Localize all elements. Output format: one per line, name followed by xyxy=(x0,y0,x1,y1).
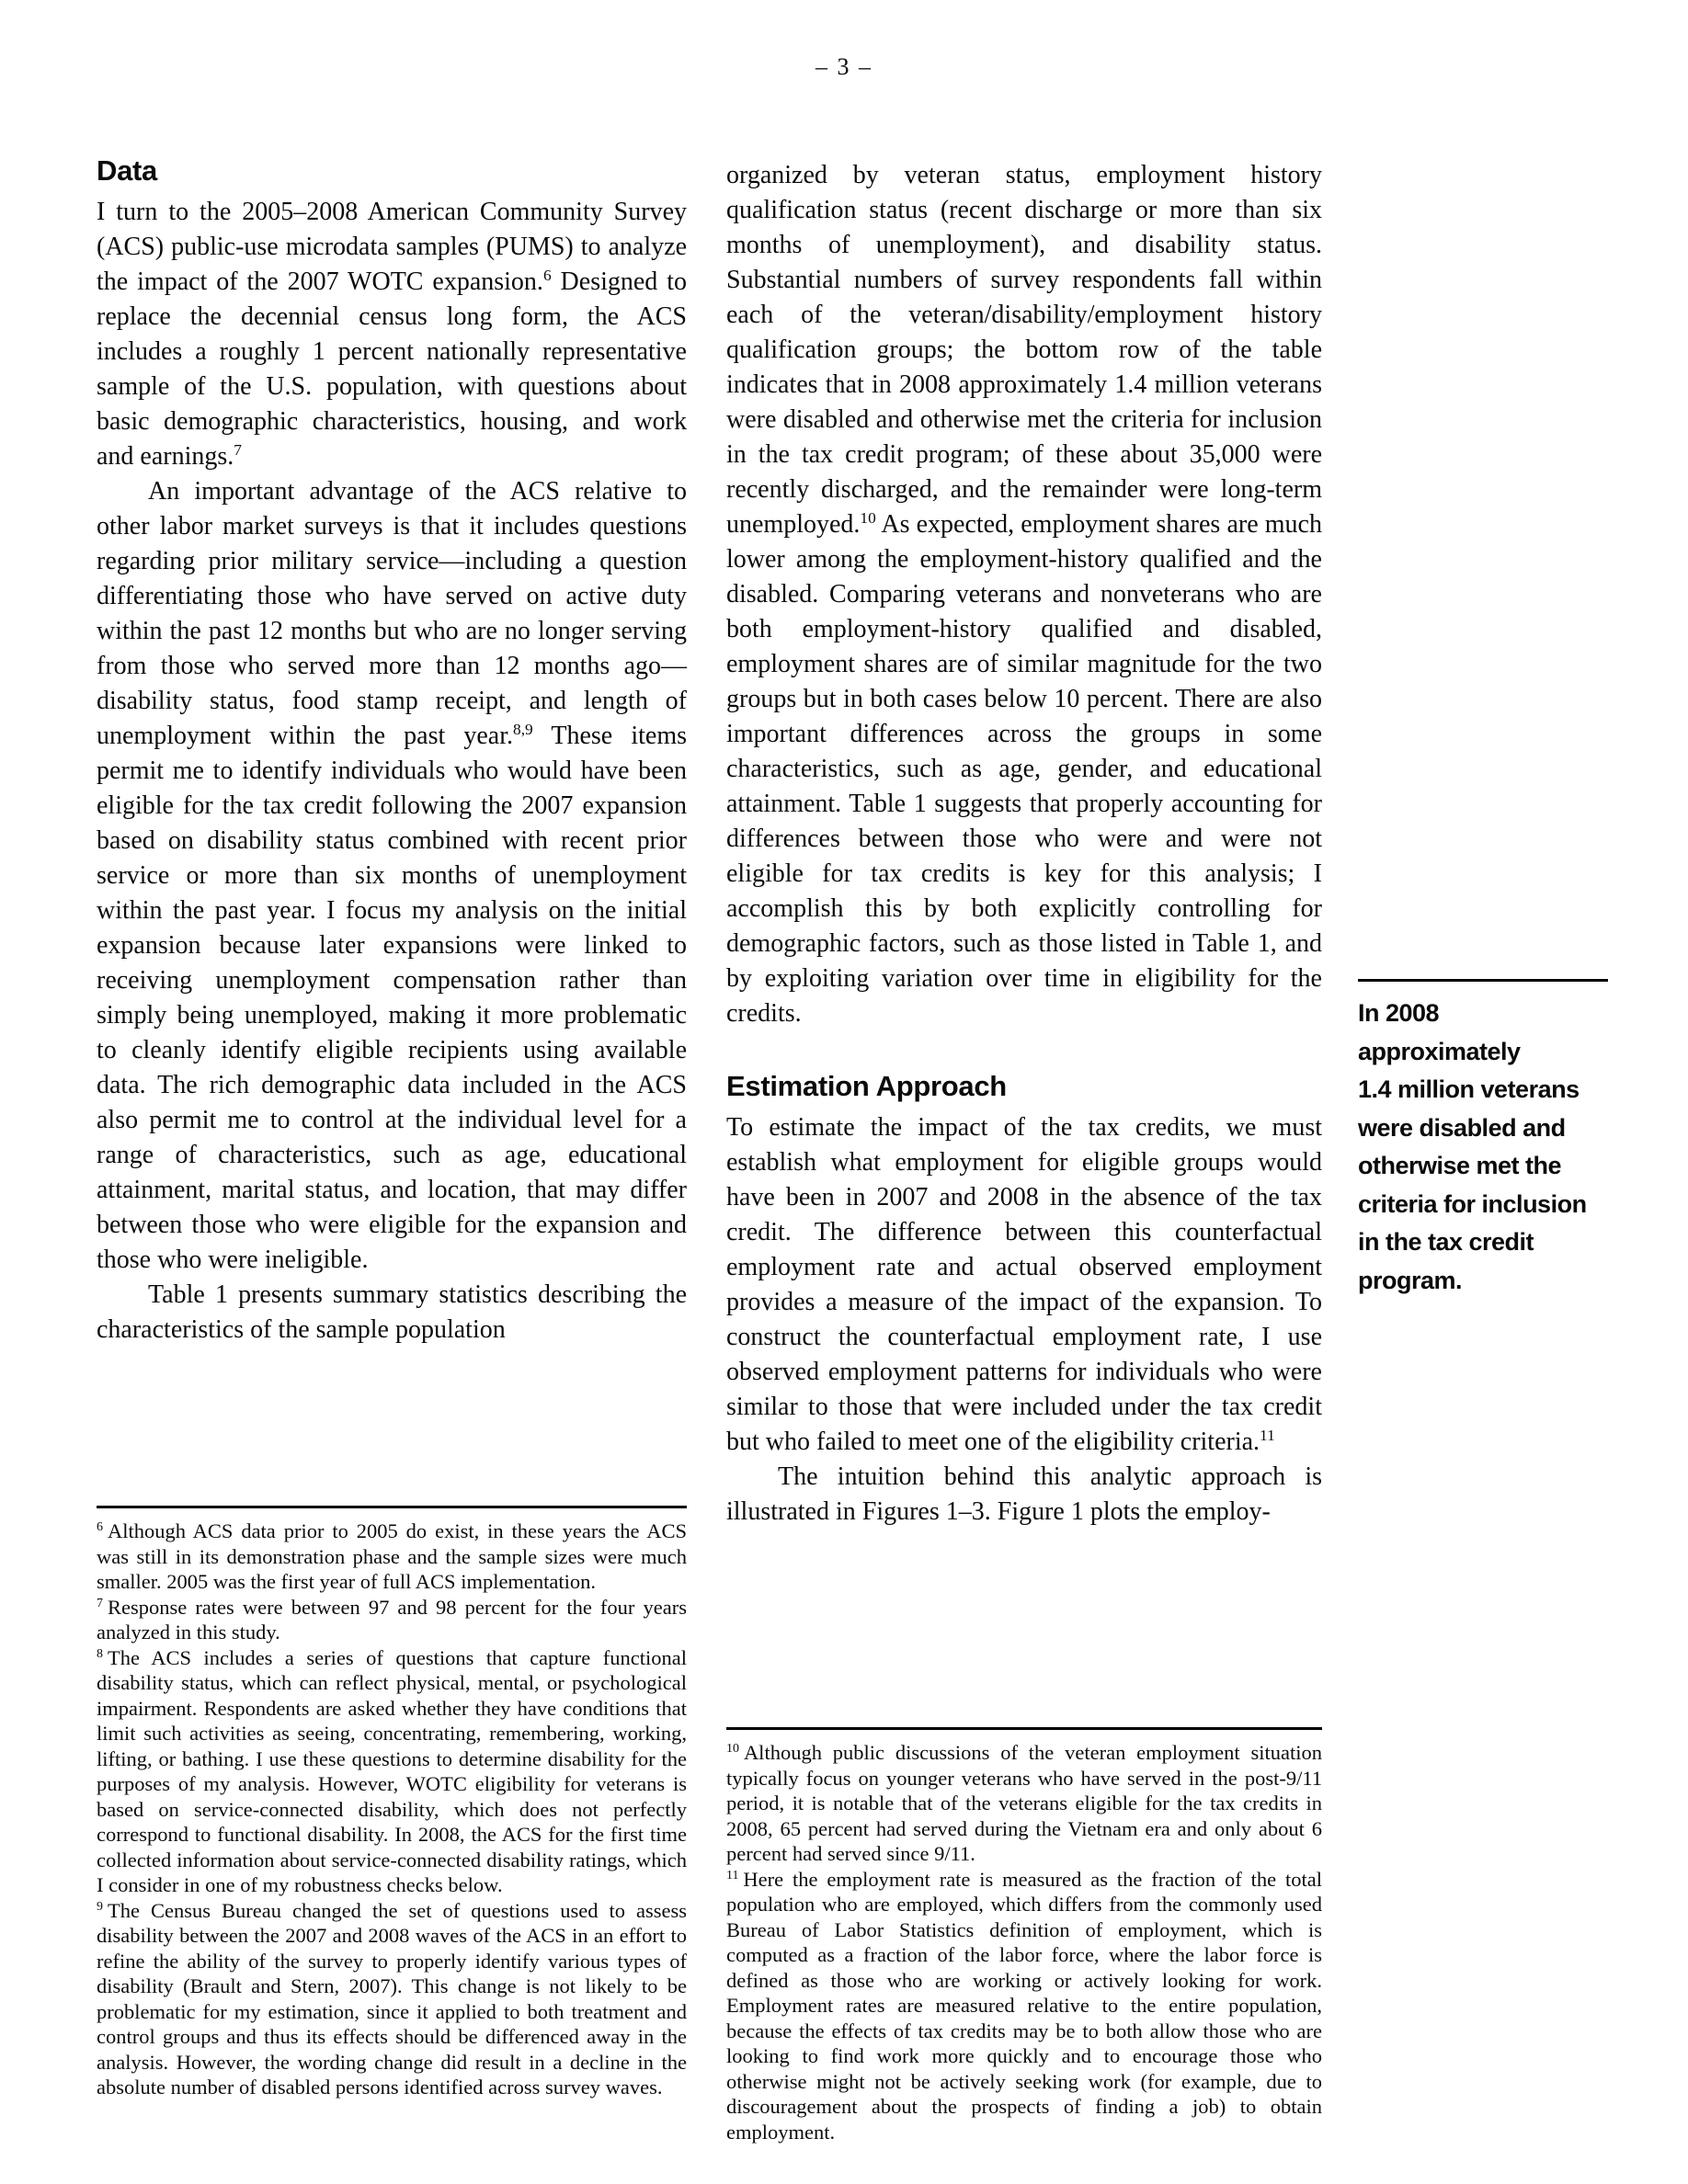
footnote-ref-10: 10 xyxy=(860,509,876,528)
footnote-text: Although public discussions of the veteran employment situation typically focus on younger veterans who have served in the post-9/11 period, it is notable that of the veterans eligible for the tax credits in 2008, 65 percent had served during the Vietnam era and only about 6 percent had served since 9/11. xyxy=(726,1741,1322,1865)
page-number: – 3 – xyxy=(815,53,873,80)
footnote-marker: 9 xyxy=(97,1899,103,1914)
section-heading-data: Data xyxy=(97,154,157,187)
right-column xyxy=(726,158,1322,1530)
left-column xyxy=(97,154,687,1348)
pull-quote-line: otherwise met the xyxy=(1358,1152,1562,1179)
footnote-marker: 8 xyxy=(97,1646,103,1661)
footnote-10 xyxy=(726,1740,1322,1867)
pull-quote-rule xyxy=(1358,979,1608,982)
footnote-marker: 6 xyxy=(97,1520,103,1535)
footnote-ref-8-9: 8,9 xyxy=(513,721,533,739)
footnote-marker: 7 xyxy=(97,1596,103,1610)
pull-quote-line: 1.4 million veterans xyxy=(1358,1075,1580,1103)
footnote-9 xyxy=(97,1898,687,2100)
paragraph-estimation-2: The intuition behind this analytic approach is illustrated in Figures 1–3. Figure 1 plots the employ- xyxy=(726,1462,1322,1526)
paragraph-data-1 xyxy=(97,195,687,474)
text-segment: organized by veteran status, employment history qualification status (recent discharge or more than six months of unemployment), and disability status. Substantial numbers of survey respondents fall within each of the veteran/disability/employment history qualification groups; the bottom row of the table indicates that in 2008 approximately 1.4 million veterans were disabled and otherwise met the criteria for inclusion in the tax credit program; of these about 35,000 were recently discharged, and the remainder were long-term unemployed. xyxy=(726,161,1322,539)
footnote-text: Although ACS data prior to 2005 do exist, in these years the ACS was still in its demonstration phase and the sample sizes were much smaller. 2005 was the first year of full ACS implementation. xyxy=(97,1519,687,1593)
footnote-separator xyxy=(726,1727,1322,1730)
footnote-text: The ACS includes a series of questions that capture functional disability status, which can reflect physical, mental, or psychological impairment. Respondents are asked whether they have conditions that limit such activities as seeing, concentrating, remembering, working, lifting, or bathing. I use these questions to determine disability for the purposes of my analysis. However, WOTC eligibility for veterans is based on service-connected disability, which does not perfectly correspond to functional disability. In 2008, the ACS for the first time collected information about service-connected disability ratings, which I consider in one of my robustness checks below. xyxy=(97,1645,687,1896)
pull-quote-line: were disabled and xyxy=(1358,1113,1566,1142)
footnote-marker: 10 xyxy=(726,1742,739,1757)
pull-quote-line: In 2008 xyxy=(1358,999,1440,1027)
footnote-8 xyxy=(97,1645,687,1898)
paragraph-continuation xyxy=(726,158,1322,1031)
paragraph-data-2 xyxy=(97,474,687,1278)
footnote-marker: 11 xyxy=(726,1868,739,1883)
footnote-ref-6: 6 xyxy=(542,267,552,285)
footnote-7 xyxy=(97,1595,687,1645)
text-segment: I turn to the 2005–2008 American Community Survey (ACS) public-use microdata samples (PUMS) to analyze the impact of the 2007 WOTC expansion. xyxy=(97,198,687,296)
text-segment: An important advantage of the ACS relative to other labor market surveys is that it includes questions regarding prior military service—including a question differentiating those who have served on active duty within the past 12 months but who are no longer serving from those who served more than 12 months ago—disability status, food stamp receipt, and length of unemployment within the past year. xyxy=(97,477,687,750)
text-segment: Designed to replace the decennial census long form, the ACS includes a roughly 1 percent nationally representative sample of the U.S. population, with questions about basic demographic characteristics, housing, and work and earnings. xyxy=(97,267,688,471)
pull-quote xyxy=(1358,979,1620,1300)
footnote-separator xyxy=(97,1506,687,1508)
text-segment: To estimate the impact of the tax credits, we must establish what employment for eligible groups would have been in 2007 and 2008 in the absence of the tax credit. The difference between this counterfactual employment rate and actual observed employment provides a measure of the impact of the expansion. To construct the counterfactual employment rate, I use observed employment patterns for individuals who were similar to those that were included under the tax credit but who failed to meet one of the eligibility criteria. xyxy=(726,1113,1322,1456)
footnote-11 xyxy=(726,1867,1322,2145)
text-segment: These items permit me to identify individuals who would have been eligible for the tax credit following the 2007 expansion based on disability status combined with recent prior service or more than six months of unemployment within the past year. I focus my analysis on the initial expansion because later expansions were linked to receiving unemployment compensation rather than simply being unemployed, making it more problematic to cleanly identify eligible recipients using available data. The rich demographic data included in the ACS also permit me to control at the individual level for a range of characteristics, such as age, educational attainment, marital status, and location, that may differ between those who were eligible for the expansion and those who were ineligible. xyxy=(97,722,687,1274)
footnote-text: Here the employment rate is measured as the fraction of the total population who are employed, which differs from the commonly used Bureau of Labor Statistics definition of employment, which is computed as a fraction of the labor force, where the labor force is defined as those who are working or actively looking for work. Employment rates are measured relative to the entire population, because the effects of tax credits may be to both allow those who are looking to find work more quickly and to encourage those who otherwise might not be actively seeking work (for example, due to discouragement about the prospects of finding a job) to obtain employment. xyxy=(726,1867,1322,2144)
footnote-text: The Census Bureau changed the set of questions used to assess disability between the 2007 and 2008 waves of the ACS in an effort to refine the ability of the survey to properly identify various types of disability (Brault and Stern, 2007). This change is not likely to be problematic for my estimation, since it applied to both treatment and control groups and thus its effects should be differenced away in the analysis. However, the wording change did result in a decline in the absolute number of disabled persons identified across survey waves. xyxy=(97,1898,687,2099)
footnote-ref-11: 11 xyxy=(1260,1427,1275,1445)
footnotes-left xyxy=(97,1506,687,2100)
paragraph-data-3: Table 1 presents summary statistics describing the characteristics of the sample population xyxy=(97,1280,687,1344)
section-heading-estimation-approach: Estimation Approach xyxy=(726,1070,1007,1102)
pull-quote-line: in the tax credit xyxy=(1358,1228,1534,1256)
paragraph-estimation-1 xyxy=(726,1110,1322,1460)
pull-quote-line: approximately xyxy=(1358,1037,1521,1065)
footnotes-right xyxy=(726,1727,1322,2144)
footnote-ref-7: 7 xyxy=(234,441,242,460)
pull-quote-line: program. xyxy=(1358,1266,1463,1294)
footnote-6 xyxy=(97,1519,687,1595)
footnote-text: Response rates were between 97 and 98 percent for the four years analyzed in this study. xyxy=(97,1595,687,1644)
pull-quote-line: criteria for inclusion xyxy=(1358,1189,1587,1218)
text-segment: As expected, employment shares are much lower among the employment-history qualified and the disabled. Comparing veterans and nonveterans who are both employment-history qualified and disabled, employment shares are of similar magnitude for the two groups but in both cases below 10 percent. There are also important differences across the groups in some characteristics, such as age, gender, and educational attainment. Table 1 suggests that properly accounting for differences between those who were and were not eligible for tax credits is key for this analysis; I accomplish this by both explicitly controlling for demographic factors, such as those listed in Table 1, and by exploiting variation over time in eligibility for the credits. xyxy=(726,510,1322,1028)
